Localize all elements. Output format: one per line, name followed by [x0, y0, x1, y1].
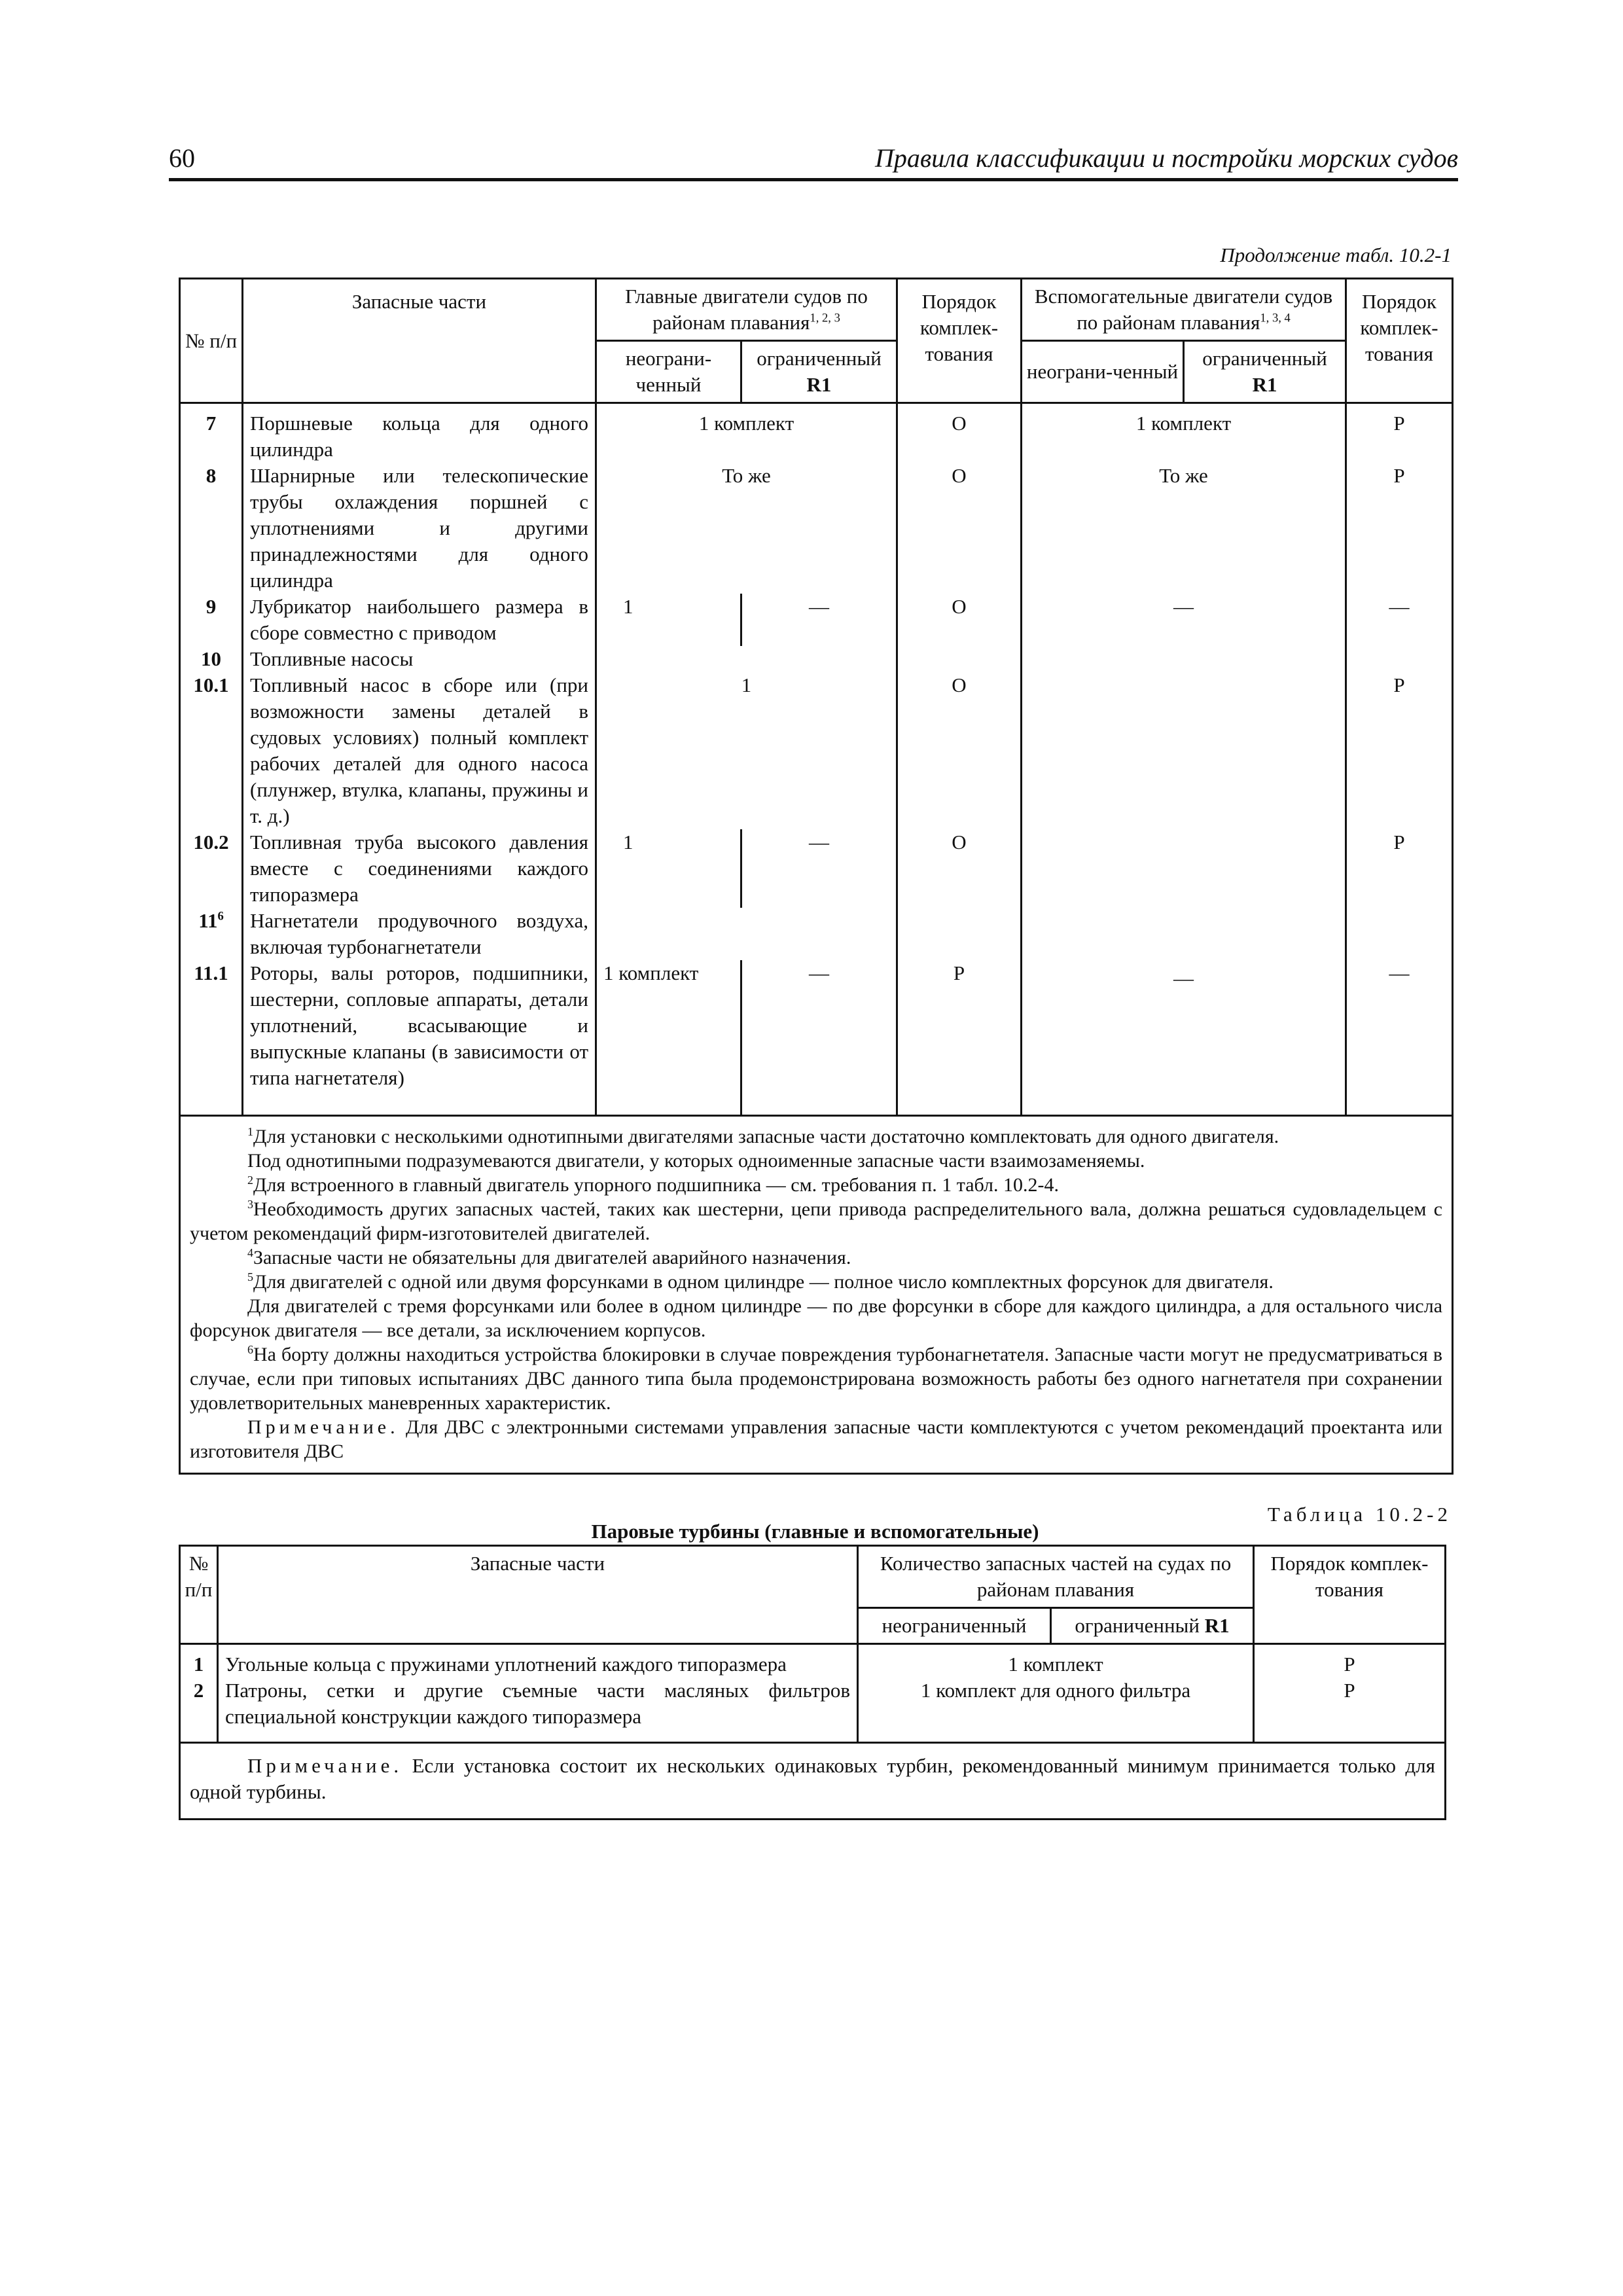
aux-qty: 1 комплект: [1022, 403, 1346, 463]
table-row: [180, 1677, 1446, 1743]
main-qty: 1 комплект: [596, 403, 897, 463]
header-main-engines: Главные двигатели судов по районам плавания$^{1, 2, 3}$: [596, 279, 897, 341]
header-aux-engines: Вспомогательные двигатели судов по районам плавания$^{1, 3, 4}$: [1022, 279, 1346, 341]
row-number: 10.1: [180, 672, 243, 829]
table-row: [180, 672, 1453, 829]
footnote-5b: Для двигателей с тремя форсунками или более в одном цилиндре — по две форсунки в сборе для каждого цилиндра, а для остального числа форсунок двигателя — все детали, за исключением корпусов.: [190, 1295, 1443, 1341]
aux-qty: —: [1022, 594, 1346, 646]
row-number: 10.2: [180, 829, 243, 908]
aux-qty: —: [1022, 960, 1346, 1116]
order-main: Р: [897, 960, 1022, 1116]
footnote-4: $^4$Запасные части не обязательны для двигателей аварийного назначения.: [247, 1246, 851, 1268]
main-unlimited-qty: 1: [596, 829, 741, 908]
order-main: О: [897, 403, 1022, 463]
main-limited-qty: —: [741, 960, 897, 1116]
header-order-aux: Порядок комплек-тования: [1346, 279, 1453, 403]
row-number: 8: [180, 463, 243, 594]
main-unlimited-qty: 1 комплект: [596, 960, 741, 1116]
header-order: Порядок комплек-тования: [1254, 1546, 1446, 1644]
table-note: Примечание. Если установка состоит их нескольких одинаковых турбин, рекомендованный минимум принимается только для одной турбины.: [180, 1743, 1446, 1820]
order-main: [897, 646, 1022, 672]
aux-qty: [1022, 908, 1346, 960]
spare-parts-table-engines: [179, 278, 1454, 1475]
header-limited: ограниченный R1: [1051, 1608, 1254, 1644]
page-number: 60: [169, 143, 195, 173]
part-name: Топливные насосы: [243, 646, 596, 672]
table-note: Примечание. Для ДВС с электронными системами управления запасные части комплектуются с учетом рекомендаций проектанта или изготовителя ДВС: [190, 1416, 1443, 1462]
order-aux: Р: [1346, 829, 1453, 908]
header-parts: Запасные части: [243, 279, 596, 403]
order: Р: [1254, 1677, 1446, 1743]
part-name: Топливная труба высокого давления вместе с соединениями каждого типоразмера: [243, 829, 596, 908]
table-label: Таблица 10.2-2: [1267, 1503, 1452, 1526]
header-rule: [169, 178, 1458, 181]
part-name: Нагнетатели продувочного воздуха, включая турбонагнетатели: [243, 908, 596, 960]
aux-qty: [1022, 829, 1346, 908]
order-aux: —: [1346, 960, 1453, 1116]
part-name: Шарнирные или телескопические трубы охлаждения поршней с уплотнениями и другими принадлежностями для одного цилиндра: [243, 463, 596, 594]
table-row: [180, 908, 1453, 960]
order-main: О: [897, 829, 1022, 908]
footnote-3: $^3$Необходимость других запасных частей, таких как шестерни, цепи привода распределительного вала, должна решаться судовладельцем с учетом рекомендаций фирм-изготовителей двигателей.: [190, 1198, 1443, 1244]
part-name: Лубрикатор наибольшего размера в сборе совместно с приводом: [243, 594, 596, 646]
order-main: О: [897, 463, 1022, 594]
row-number: 9: [180, 594, 243, 646]
footnote-1: $^1$Для установки с несколькими однотипными двигателями запасные части достаточно комплектовать для одного двигателя.: [247, 1125, 1279, 1147]
order-main: [897, 908, 1022, 960]
main-qty: 1: [596, 672, 897, 829]
header-aux-unlimited: неограни-ченный: [1022, 341, 1184, 403]
order-aux: —: [1346, 594, 1453, 646]
table-footnotes: [180, 1116, 1453, 1474]
main-limited-qty: —: [741, 829, 897, 908]
part-name: Поршневые кольца для одного цилиндра: [243, 403, 596, 463]
header-unlimited: неограниченный: [858, 1608, 1051, 1644]
row-number: 2: [180, 1677, 218, 1743]
main-qty: [596, 646, 897, 672]
main-unlimited-qty: 1: [596, 594, 741, 646]
table-row: [180, 463, 1453, 594]
main-qty: [596, 908, 897, 960]
footnote-6: $^6$На борту должны находиться устройства блокировки в случае повреждения турбонагнетателя. Запасные части могут не предусматриваться в случае, если при типовых испытаниях ДВС данного типа была продемонстрирована возможность работы без одного нагнетателя при сохранении удовлетворительных маневренных характеристик.: [190, 1343, 1443, 1414]
footnote-5: $^5$Для двигателей с одной или двумя форсунками в одном цилиндре — полное число комплектных форсунок для двигателя.: [247, 1270, 1274, 1293]
part-name: Патроны, сетки и другие съемные части масляных фильтров специальной конструкции каждого типоразмера: [218, 1677, 858, 1743]
footnote-1b: Под однотипными подразумеваются двигатели, у которых одноименные запасные части взаимозаменяемы.: [247, 1150, 1145, 1172]
row-number: 7: [180, 403, 243, 463]
header-no: № п/п: [180, 279, 243, 403]
row-number: $11^6$: [180, 908, 243, 960]
table-row: [180, 403, 1453, 463]
aux-qty: [1022, 672, 1346, 829]
main-qty: То же: [596, 463, 897, 594]
order-main: О: [897, 672, 1022, 829]
aux-qty: [1022, 646, 1346, 672]
order: Р: [1254, 1644, 1446, 1678]
header-main-limited: ограниченный R1: [741, 341, 897, 403]
header-aux-limited: ограниченный R1: [1184, 341, 1346, 403]
part-name: Топливный насос в сборе или (при возможности замены деталей в судовых условиях) полный комплект рабочих деталей для одного насоса (плунжер, втулка, клапаны, пружины и т. д.): [243, 672, 596, 829]
order-aux: Р: [1346, 403, 1453, 463]
aux-qty: То же: [1022, 463, 1346, 594]
table-row: [180, 594, 1453, 646]
header-parts: Запасные части: [218, 1546, 858, 1644]
table-continuation-label: Продолжение табл. 10.2-1: [1220, 243, 1452, 266]
table-row: [180, 1644, 1446, 1678]
header-qty: Количество запасных частей на судах по районам плавания: [858, 1546, 1254, 1608]
table-title: Паровые турбины (главные и вспомогательные): [591, 1520, 1039, 1543]
header-no: № п/п: [180, 1546, 218, 1644]
header-main-unlimited: неограни-ченный: [596, 341, 741, 403]
row-number: 11.1: [180, 960, 243, 1116]
header-order-main: Порядок комплек-тования: [897, 279, 1022, 403]
running-title: Правила классификации и постройки морских судов: [874, 143, 1458, 173]
part-name: Роторы, валы роторов, подшипники, шестерни, сопловые аппараты, детали уплотнений, всасывающие и выпускные клапаны (в зависимости от типа нагнетателя): [243, 960, 596, 1116]
spare-parts-table-turbines: [179, 1545, 1446, 1820]
row-number: 10: [180, 646, 243, 672]
row-number: 1: [180, 1644, 218, 1678]
table-row: [180, 960, 1453, 1116]
part-name: Угольные кольца с пружинами уплотнений каждого типоразмера: [218, 1644, 858, 1678]
main-limited-qty: —: [741, 594, 897, 646]
footnote-2: $^2$Для встроенного в главный двигатель упорного подшипника — см. требования п. 1 табл. 10.2-4.: [247, 1174, 1059, 1196]
order-main: О: [897, 594, 1022, 646]
table-row: [180, 646, 1453, 672]
qty: 1 комплект: [858, 1644, 1254, 1678]
order-aux: Р: [1346, 672, 1453, 829]
order-aux: Р: [1346, 463, 1453, 594]
order-aux: [1346, 646, 1453, 672]
qty: 1 комплект для одного фильтра: [858, 1677, 1254, 1743]
order-aux: [1346, 908, 1453, 960]
table-row: [180, 829, 1453, 908]
